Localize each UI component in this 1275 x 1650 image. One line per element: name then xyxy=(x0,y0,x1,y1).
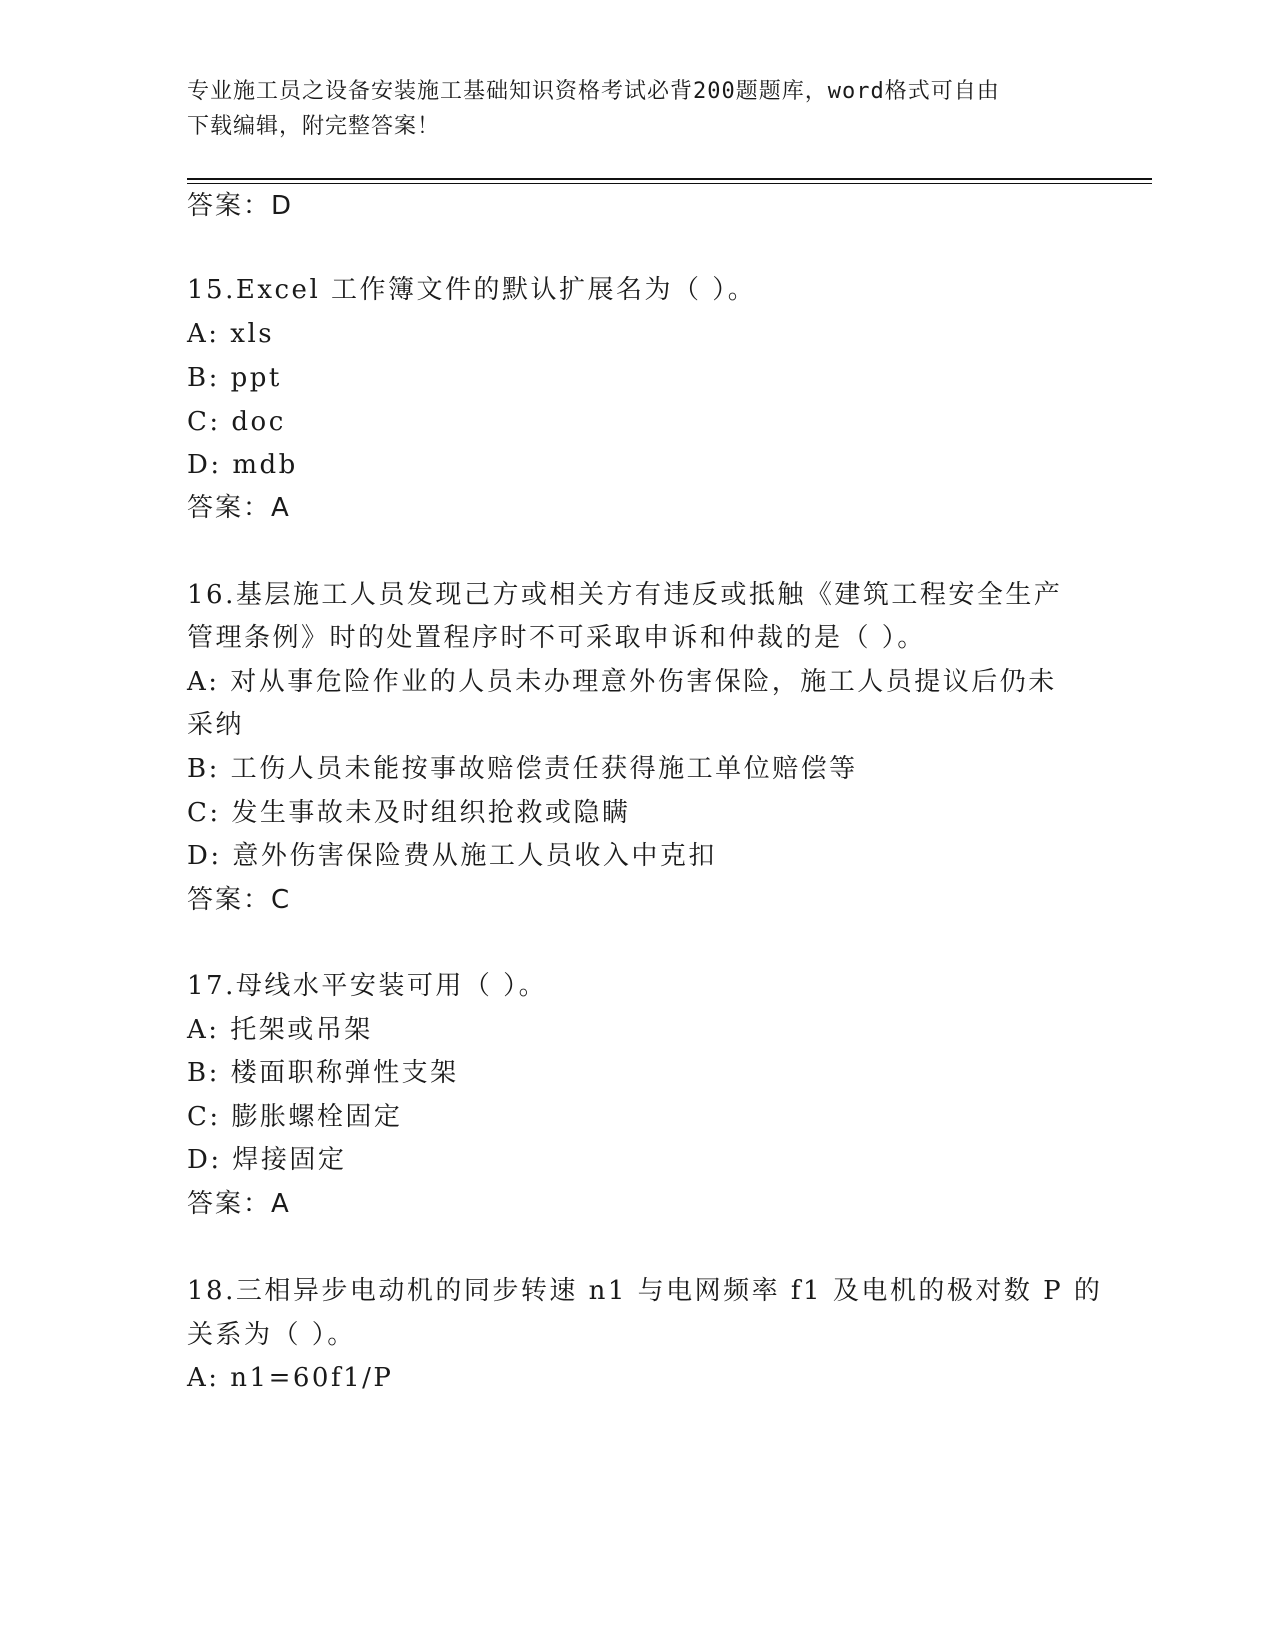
question-15-option-d: D: mdb xyxy=(187,450,298,480)
header-divider xyxy=(187,178,1152,180)
question-16-option-a-line-2: 采纳 xyxy=(187,710,245,740)
question-18-stem-line-2: 关系为（ ）。 xyxy=(187,1320,356,1350)
question-16-answer: 答案：C xyxy=(187,885,292,915)
question-17-option-c: C: 膨胀螺栓固定 xyxy=(187,1102,403,1132)
question-17-option-b: B: 楼面职称弹性支架 xyxy=(187,1058,459,1088)
question-16-option-c: C: 发生事故未及时组织抢救或隐瞒 xyxy=(187,798,631,828)
document-header xyxy=(187,74,1067,144)
header-line-1: 专业施工员之设备安装施工基础知识资格考试必背200题题库，word格式可自由 xyxy=(187,79,1000,104)
header-divider-thin xyxy=(187,183,1152,184)
question-16-option-a-line-1: A: 对从事危险作业的人员未办理意外伤害保险，施工人员提议后仍未 xyxy=(187,667,1057,697)
question-15-stem: 15.Excel 工作簿文件的默认扩展名为（ ）。 xyxy=(187,275,757,305)
question-15-option-b: B: ppt xyxy=(187,363,282,393)
question-17-stem: 17.母线水平安装可用（ ）。 xyxy=(187,971,548,1001)
question-15-option-c: C: doc xyxy=(187,407,286,437)
question-16-stem-line-2: 管理条例》时的处置程序时不可采取申诉和仲裁的是（ ）。 xyxy=(187,623,926,653)
header-line-2: 下载编辑，附完整答案！ xyxy=(187,114,441,139)
question-16-option-d: D: 意外伤害保险费从施工人员收入中克扣 xyxy=(187,841,717,871)
question-18-option-a: A: n1=60f1/P xyxy=(187,1363,394,1393)
previous-answer: 答案：D xyxy=(187,191,294,221)
question-15-option-a: A: xls xyxy=(187,319,275,349)
question-17-option-a: A: 托架或吊架 xyxy=(187,1015,373,1045)
question-16-option-b: B: 工伤人员未能按事故赔偿责任获得施工单位赔偿等 xyxy=(187,754,858,784)
question-17-option-d: D: 焊接固定 xyxy=(187,1145,347,1175)
question-17-answer: 答案：A xyxy=(187,1189,291,1219)
question-16-stem-line-1: 16.基层施工人员发现己方或相关方有违反或抵触《建筑工程安全生产 xyxy=(187,580,1063,610)
question-18-stem-line-1: 18.三相异步电动机的同步转速 n1 与电网频率 f1 及电机的极对数 P 的 xyxy=(187,1276,1103,1306)
question-15-answer: 答案：A xyxy=(187,493,291,523)
